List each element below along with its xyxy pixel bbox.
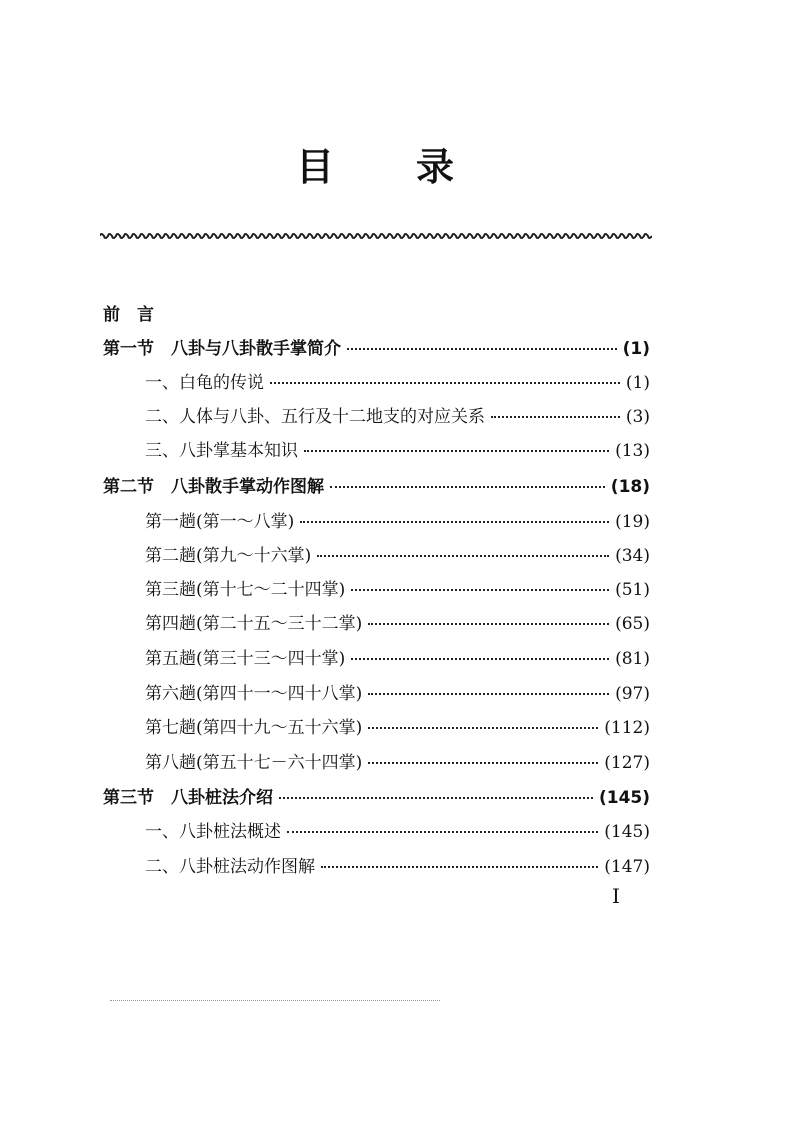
entry-page: (1) (622, 339, 650, 359)
entry-page: (127) (604, 753, 650, 773)
entry-label: 第二节 八卦散手掌动作图解 (103, 477, 324, 497)
entry-page: (19) (615, 512, 650, 532)
toc-subentry (145, 679, 650, 703)
dot-leader (351, 589, 609, 591)
preface-heading: 前 言 (103, 305, 154, 325)
entry-label: 第七趟(第四十九～五十六掌) (145, 718, 363, 738)
toc-subentry (145, 713, 650, 737)
entry-page: (34) (615, 546, 650, 566)
dot-leader (368, 727, 598, 729)
toc-subentry (145, 541, 650, 565)
dot-leader (347, 348, 617, 350)
toc-subentry (145, 644, 650, 668)
entry-label: 第四趟(第二十五～三十二掌) (145, 614, 363, 634)
entry-page: (51) (615, 580, 650, 600)
dot-leader (330, 486, 605, 488)
entry-label: 第一趟(第一～八掌) (145, 512, 295, 532)
toc-subentry (145, 852, 650, 876)
entry-label: 第三趟(第十七～二十四掌) (145, 580, 346, 600)
dot-leader (351, 658, 609, 660)
toc-subentry (145, 368, 650, 392)
scan-noise (110, 1000, 440, 1003)
entry-page: (145) (598, 788, 650, 808)
toc-subentry (145, 609, 650, 633)
entry-page: (18) (610, 477, 650, 497)
toc-section-entry (103, 472, 650, 496)
toc-section-entry (103, 783, 650, 807)
dot-leader (300, 521, 609, 523)
dot-leader (368, 623, 609, 625)
title-char-1: 目 (296, 145, 335, 189)
entry-label: 三、八卦掌基本知识 (145, 441, 298, 461)
entry-label: 二、八卦桩法动作图解 (145, 857, 315, 877)
toc-subentry (145, 748, 650, 772)
toc-subentry (145, 507, 650, 531)
page-number: I (612, 884, 620, 908)
entry-label: 第六趟(第四十一～四十八掌) (145, 684, 363, 704)
wavy-divider (100, 230, 652, 242)
entry-page: (3) (625, 407, 650, 427)
dot-leader (287, 831, 598, 833)
entry-page: (1) (625, 373, 650, 393)
toc-subentry (145, 575, 650, 599)
dot-leader (368, 693, 609, 695)
entry-label: 第八趟(第五十七－六十四掌) (145, 753, 363, 773)
entry-page: (65) (615, 614, 650, 634)
dot-leader (317, 555, 609, 557)
entry-label: 一、八卦桩法概述 (145, 822, 281, 842)
entry-label: 第一节 八卦与八卦散手掌简介 (103, 339, 341, 359)
entry-page: (97) (615, 684, 650, 704)
entry-page: (112) (604, 718, 650, 738)
toc-subentry (145, 402, 650, 426)
entry-label: 二、人体与八卦、五行及十二地支的对应关系 (145, 407, 485, 427)
entry-label: 第五趟(第三十三～四十掌) (145, 649, 346, 669)
title-char-2: 录 (416, 145, 455, 189)
entry-page: (147) (604, 857, 650, 877)
toc-subentry (145, 436, 650, 460)
dot-leader (304, 450, 609, 452)
toc-subentry (145, 817, 650, 841)
entry-label: 第二趟(第九～十六掌) (145, 546, 312, 566)
entry-label: 一、白龟的传说 (145, 373, 264, 393)
entry-page: (81) (615, 649, 650, 669)
dot-leader (491, 416, 620, 418)
toc-section-entry (103, 334, 650, 358)
dot-leader (270, 382, 620, 384)
dot-leader (368, 762, 598, 764)
entry-label: 第三节 八卦桩法介绍 (103, 788, 273, 808)
dot-leader (321, 866, 598, 868)
entry-page: (13) (615, 441, 650, 461)
entry-page: (145) (604, 822, 650, 842)
dot-leader (279, 797, 593, 799)
